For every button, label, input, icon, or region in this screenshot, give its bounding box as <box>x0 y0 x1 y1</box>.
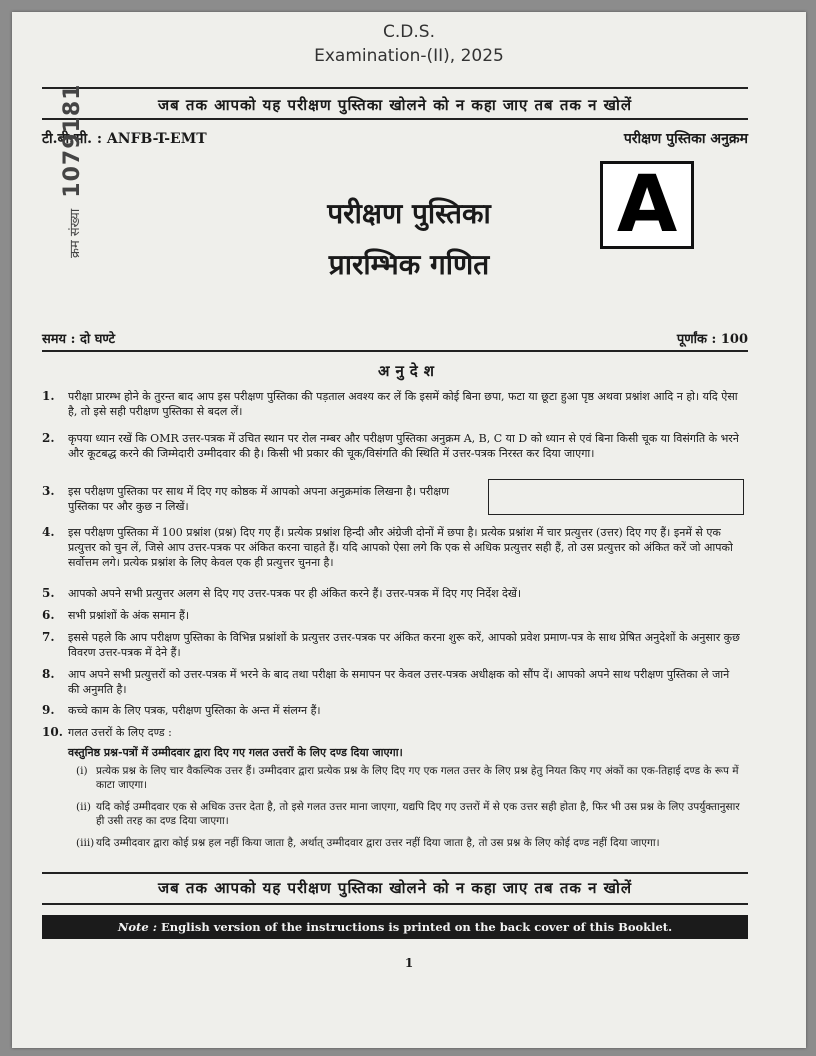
roll-number-box[interactable] <box>488 479 744 515</box>
instruction-item <box>42 725 742 740</box>
exam-code: C.D.S. <box>383 22 435 42</box>
booklet-title: परीक्षण पुस्तिका <box>327 197 491 230</box>
instruction-item <box>42 431 742 461</box>
instruction-item <box>42 667 742 697</box>
series-letter-box: A <box>600 161 694 249</box>
penalty-intro: वस्तुनिष्ठ प्रश्न-पत्रों में उम्मीदवार द्वारा दिए गए गलत उत्तरों के लिए दण्ड दिया जाएगा। <box>68 746 403 759</box>
instruction-number: 2. <box>42 431 55 445</box>
top-rule-2 <box>42 118 748 120</box>
instruction-text: परीक्षा प्रारम्भ होने के तुरन्त बाद आप इस परीक्षण पुस्तिका की पड़ताल अवश्य कर लें कि इसमें कोई बिना छपा, फटा या छूटा हुआ पृष्ठ अथवा प्रश्नांश आदि न हो। यदि ऐसा है, तो इसे सही परीक्षण पुस्तिका से बदल लें। <box>68 390 738 418</box>
page-number: 1 <box>404 956 414 970</box>
serial-number-label: क्रम संख्या <box>68 208 83 258</box>
bottom-banner: जब तक आपको यह परीक्षण पुस्तिका खोलने को न कहा जाए तब तक न खोलें <box>157 879 633 897</box>
instruction-text: गलत उत्तरों के लिए दण्ड : <box>68 726 172 739</box>
tbc-code: टी.बी.सी. : ANFB-T-EMT <box>42 131 207 147</box>
penalty-text: यदि उम्मीदवार द्वारा कोई प्रश्न हल नहीं किया जाता है, अर्थात् उम्मीदवार द्वारा उत्तर नहीं दिया जाता है, तो उस प्रश्न के लिए कोई दण्ड नहीं दिया जाएगा। <box>96 837 660 849</box>
booklet-page <box>12 12 806 1048</box>
instructions-title: अनुदेश <box>378 362 440 380</box>
penalty-number: (iii) <box>76 837 95 849</box>
instruction-item <box>42 630 742 660</box>
subject-title: प्रारम्भिक गणित <box>328 248 490 281</box>
penalty-number: (i) <box>76 765 88 777</box>
penalty-item <box>68 800 740 828</box>
bottom-rule <box>42 872 748 874</box>
time-allowed: समय : दो घण्टे <box>42 332 116 347</box>
penalty-item <box>68 836 740 850</box>
top-rule <box>42 87 748 89</box>
instruction-text: कृपया ध्यान रखें कि OMR उत्तर-पत्रक में उचित स्थान पर रोल नम्बर और परीक्षण पुस्तिका अनुक्रम A, B, C या D को ध्यान से एवं बिना किसी चूक या विसंगति के भरने और कूटबद्ध करने की जिम्मेदारी उम्मीदवार की है। किसी भी प्रकार की चूक/विसंगति की स्थिति में उत्तर-पत्रक निरस्त कर दिया जाएगा। <box>68 432 739 460</box>
instruction-text: सभी प्रश्नांशों के अंक समान हैं। <box>68 609 189 622</box>
english-note-bar <box>42 915 748 939</box>
instruction-number: 6. <box>42 608 55 622</box>
penalty-item <box>68 764 740 792</box>
instruction-number: 1. <box>42 389 55 403</box>
note-label: Note : <box>117 920 157 934</box>
instruction-number: 5. <box>42 586 55 600</box>
instruction-item <box>42 608 742 623</box>
instruction-item <box>42 484 482 514</box>
maximum-marks: पूर्णांक : 100 <box>676 332 748 347</box>
instruction-number: 8. <box>42 667 55 681</box>
instruction-item <box>42 586 742 601</box>
penalty-text: यदि कोई उम्मीदवार एक से अधिक उत्तर देता है, तो इसे गलत उत्तर माना जाएगा, यद्यपि दिए गए उत्तरों में से एक उत्तर सही होता है, फिर भी उस प्रश्न के लिए उपर्युक्तानुसार ही उसी तरह का दण्ड दिया जाएगा। <box>96 801 740 827</box>
instruction-text: कच्चे काम के लिए पत्रक, परीक्षण पुस्तिका के अन्त में संलग्न हैं। <box>68 704 321 717</box>
penalty-text: प्रत्येक प्रश्न के लिए चार वैकल्पिक उत्तर हैं। उम्मीदवार द्वारा प्रत्येक प्रश्न के लिए दिए गए एक गलत उत्तर के लिए प्रश्न हेतु नियत किए गए अंकों का एक-तिहाई दण्ड के रूप में काटा जाएगा। <box>96 765 739 791</box>
instruction-text: इस परीक्षण पुस्तिका पर साथ में दिए गए कोष्ठक में आपको अपना अनुक्रमांक लिखना है। परीक्षण पुस्तिका पर और कुछ न लिखें। <box>68 485 450 513</box>
instruction-item <box>42 525 742 570</box>
instruction-number: 10. <box>42 725 63 739</box>
instruction-number: 9. <box>42 703 55 717</box>
instruction-number: 7. <box>42 630 55 644</box>
instruction-text: इससे पहले कि आप परीक्षण पुस्तिका के विभिन्न प्रश्नांशों के प्रत्युत्तर उत्तर-पत्रक पर अंकित करना शुरू करें, आपको प्रवेश प्रमाण-पत्र के साथ प्रेषित अनुदेशों के अनुसार कुछ विवरण उत्तर-पत्रक में देने हैं। <box>68 631 740 659</box>
series-label: परीक्षण पुस्तिका अनुक्रम <box>623 131 748 147</box>
instruction-text: आप अपने सभी प्रत्युत्तरों को उत्तर-पत्रक में भरने के बाद तथा परीक्षा के समापन पर केवल उत्तर-पत्रक अधीक्षक को सौंप दें। आपको अपने साथ परीक्षण पुस्तिका ले जाने की अनुमति है। <box>68 668 730 696</box>
penalty-number: (ii) <box>76 801 91 813</box>
instruction-number: 3. <box>42 484 55 498</box>
serial-number-value: 1079181 <box>60 83 85 198</box>
instruction-item <box>42 389 742 419</box>
bottom-rule-2 <box>42 903 748 905</box>
exam-name: Examination-(II), 2025 <box>314 46 504 66</box>
top-banner: जब तक आपको यह परीक्षण पुस्तिका खोलने को न कहा जाए तब तक न खोलें <box>157 96 633 114</box>
instruction-text: आपको अपने सभी प्रत्युत्तर अलग से दिए गए उत्तर-पत्रक पर ही अंकित करने हैं। उत्तर-पत्रक में दिए गए निर्देश देखें। <box>68 587 522 600</box>
instruction-item <box>42 703 742 718</box>
instruction-number: 4. <box>42 525 55 539</box>
instruction-text: इस परीक्षण पुस्तिका में 100 प्रश्नांश (प्रश्न) दिए गए हैं। प्रत्येक प्रश्नांश हिन्दी और अंग्रेजी दोनों में छपा है। प्रत्येक प्रश्नांश में चार प्रत्युत्तर (उत्तर) दिए गए हैं। इनमें से एक प्रत्युत्तर को चुन लें, जिसे आप उत्तर-पत्रक पर अंकित करना चाहते हैं। यदि आपको ऐसा लगे कि एक से अधिक प्रत्युत्तर सही हैं, तो उस प्रत्युत्तर को अंकित करें जो आपको सर्वोत्तम लगे। प्रत्येक प्रश्नांश के लिए केवल एक ही प्रत्युत्तर चुनना है। <box>68 526 733 569</box>
instructions-rule <box>42 350 748 352</box>
note-text: English version of the instructions is printed on the back cover of this Booklet. <box>160 920 673 934</box>
